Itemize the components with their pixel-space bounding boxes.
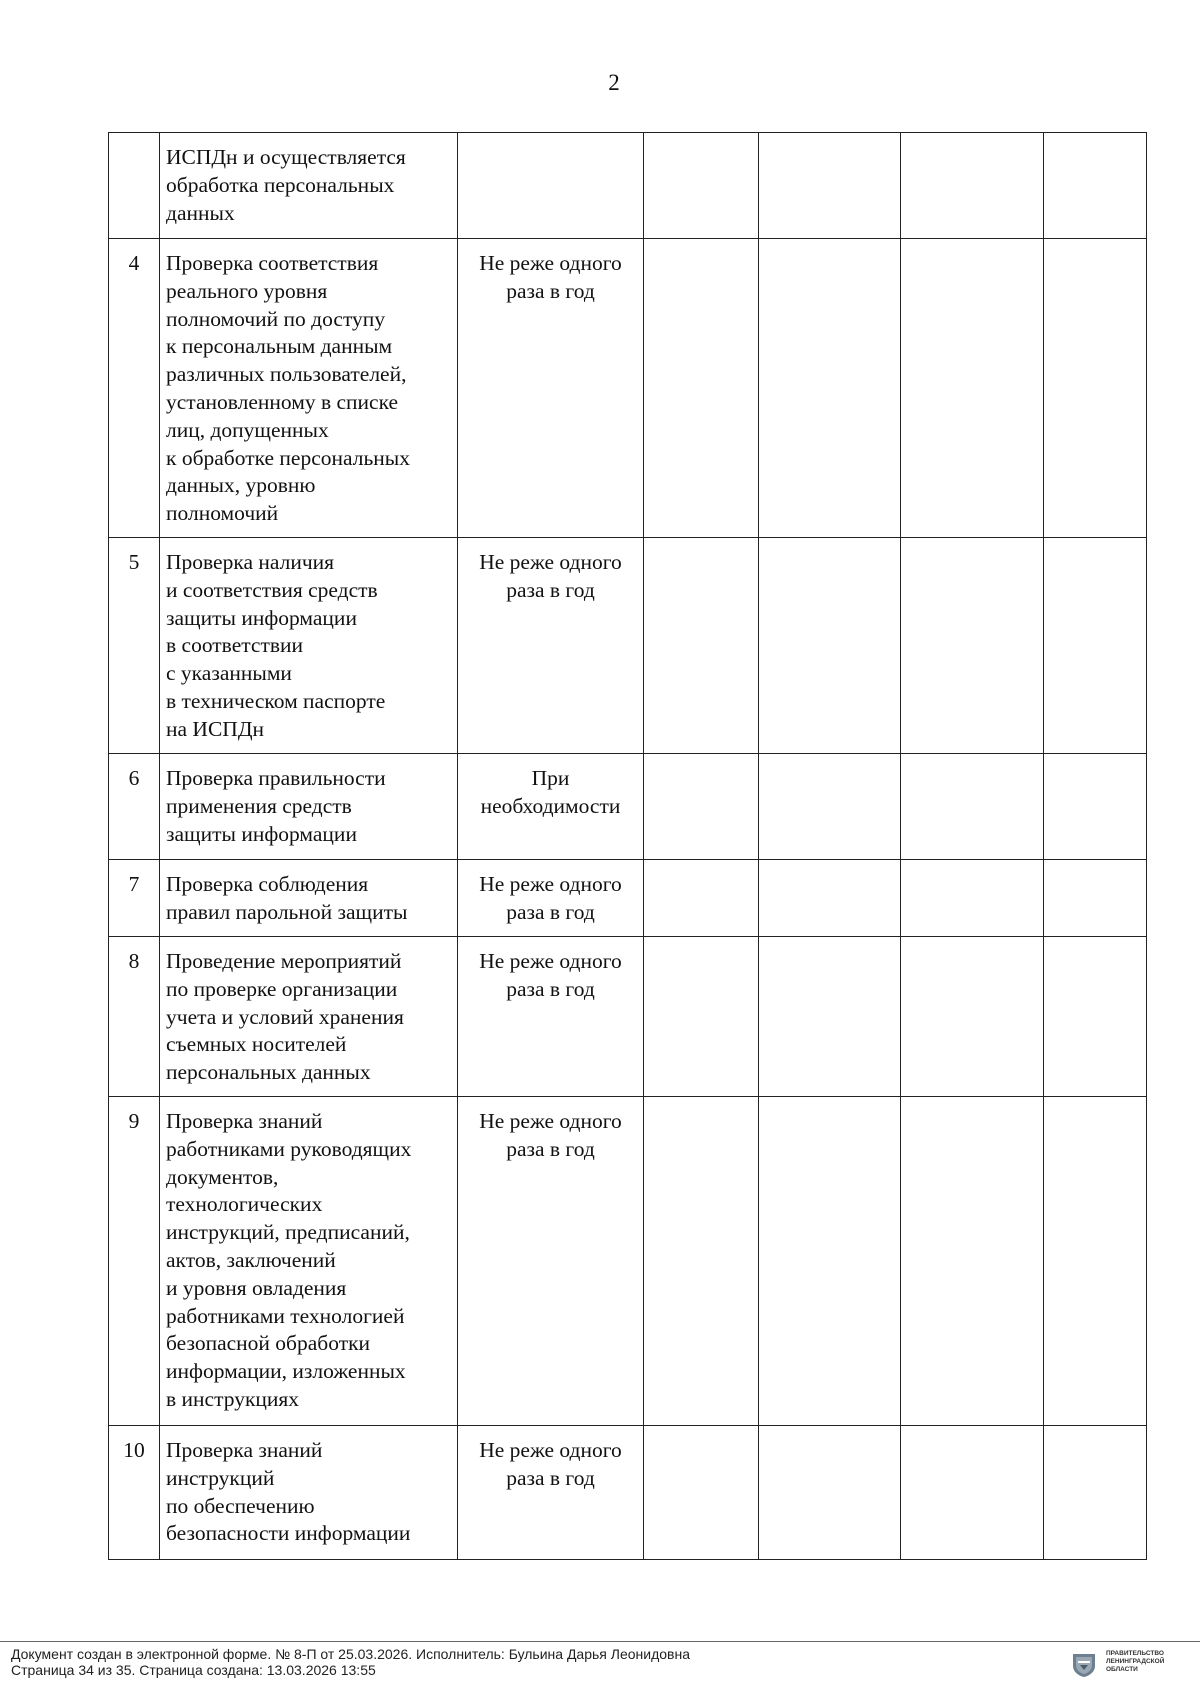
table-row bbox=[109, 937, 1147, 1097]
empty-cell bbox=[759, 1097, 901, 1426]
coat-of-arms-icon bbox=[1071, 1652, 1097, 1678]
empty-cell bbox=[1044, 860, 1147, 937]
footer-divider bbox=[0, 1641, 1200, 1642]
measure-description: Проверка знаний работниками руководящих документов, технологических инструкций, предписаний, актов, заключений и уровня овладения работниками технологией безопасной обработки информации, изложенных в инструкциях bbox=[160, 1097, 458, 1426]
measure-period: Не реже одного раза в год bbox=[458, 1426, 644, 1560]
table-row bbox=[109, 1097, 1147, 1426]
empty-cell bbox=[901, 239, 1044, 538]
empty-cell bbox=[759, 754, 901, 860]
empty-cell bbox=[901, 860, 1044, 937]
empty-cell bbox=[759, 937, 901, 1097]
empty-cell bbox=[901, 754, 1044, 860]
empty-cell bbox=[1044, 1426, 1147, 1560]
measure-period: Не реже одного раза в год bbox=[458, 860, 644, 937]
empty-cell bbox=[901, 538, 1044, 754]
empty-cell bbox=[759, 1426, 901, 1560]
measure-period bbox=[458, 133, 644, 239]
row-number: 4 bbox=[109, 239, 160, 538]
measure-description: Проверка правильности применения средств защиты информации bbox=[160, 754, 458, 860]
measure-description: Проверка наличия и соответствия средств защиты информации в соответствии с указанными в техническом паспорте на ИСПДн bbox=[160, 538, 458, 754]
measure-description: Проведение мероприятий по проверке организации учета и условий хранения съемных носителей персональных данных bbox=[160, 937, 458, 1097]
row-number: 10 bbox=[109, 1426, 160, 1560]
empty-cell bbox=[644, 538, 759, 754]
row-number: 8 bbox=[109, 937, 160, 1097]
page-number: 2 bbox=[608, 70, 620, 95]
empty-cell bbox=[1044, 937, 1147, 1097]
row-number: 5 bbox=[109, 538, 160, 754]
empty-cell bbox=[1044, 1097, 1147, 1426]
measure-period: При необходимости bbox=[458, 754, 644, 860]
empty-cell bbox=[644, 754, 759, 860]
measure-description: ИСПДн и осуществляется обработка персональных данных bbox=[160, 133, 458, 239]
empty-cell bbox=[1044, 239, 1147, 538]
footer-org-line: ОБЛАСТИ bbox=[1106, 1666, 1138, 1673]
measure-description: Проверка знаний инструкций по обеспечению безопасности информации bbox=[160, 1426, 458, 1560]
measure-period: Не реже одного раза в год bbox=[458, 538, 644, 754]
empty-cell bbox=[644, 133, 759, 239]
empty-cell bbox=[759, 133, 901, 239]
table-row bbox=[109, 133, 1147, 239]
table-row bbox=[109, 538, 1147, 754]
footer-org-line: ЛЕНИНГРАДСКОЙ bbox=[1106, 1658, 1165, 1665]
row-number bbox=[109, 133, 160, 239]
empty-cell bbox=[644, 1426, 759, 1560]
empty-cell bbox=[1044, 754, 1147, 860]
footer-info bbox=[11, 1646, 690, 1678]
measure-description: Проверка соответствия реального уровня полномочий по доступу к персональным данным различных пользователей, установленному в списке лиц, допущенных к обработке персональных данных, уровню полномочий bbox=[160, 239, 458, 538]
footer-organization bbox=[1106, 1650, 1196, 1674]
table-row bbox=[109, 754, 1147, 860]
empty-cell bbox=[759, 538, 901, 754]
empty-cell bbox=[759, 860, 901, 937]
empty-cell bbox=[644, 1097, 759, 1426]
footer-document-line: Документ создан в электронной форме. № 8-П от 25.03.2026. Исполнитель: Бульина Дарья Леонидовна bbox=[11, 1646, 690, 1662]
table-row bbox=[109, 1426, 1147, 1560]
row-number: 6 bbox=[109, 754, 160, 860]
empty-cell bbox=[901, 937, 1044, 1097]
measure-period: Не реже одного раза в год bbox=[458, 1097, 644, 1426]
empty-cell bbox=[644, 239, 759, 538]
empty-cell bbox=[901, 1097, 1044, 1426]
empty-cell bbox=[901, 1426, 1044, 1560]
footer-org-line: ПРАВИТЕЛЬСТВО bbox=[1106, 1650, 1164, 1657]
table-row bbox=[109, 860, 1147, 937]
measure-period: Не реже одного раза в год bbox=[458, 239, 644, 538]
empty-cell bbox=[901, 133, 1044, 239]
empty-cell bbox=[1044, 133, 1147, 239]
empty-cell bbox=[1044, 538, 1147, 754]
footer-page-line: Страница 34 из 35. Страница создана: 13.03.2026 13:55 bbox=[11, 1662, 376, 1678]
empty-cell bbox=[644, 937, 759, 1097]
empty-cell bbox=[759, 239, 901, 538]
row-number: 7 bbox=[109, 860, 160, 937]
table-row bbox=[109, 239, 1147, 538]
empty-cell bbox=[644, 860, 759, 937]
row-number: 9 bbox=[109, 1097, 160, 1426]
control-measures-table bbox=[108, 132, 1147, 1560]
measure-period: Не реже одного раза в год bbox=[458, 937, 644, 1097]
measure-description: Проверка соблюдения правил парольной защиты bbox=[160, 860, 458, 937]
